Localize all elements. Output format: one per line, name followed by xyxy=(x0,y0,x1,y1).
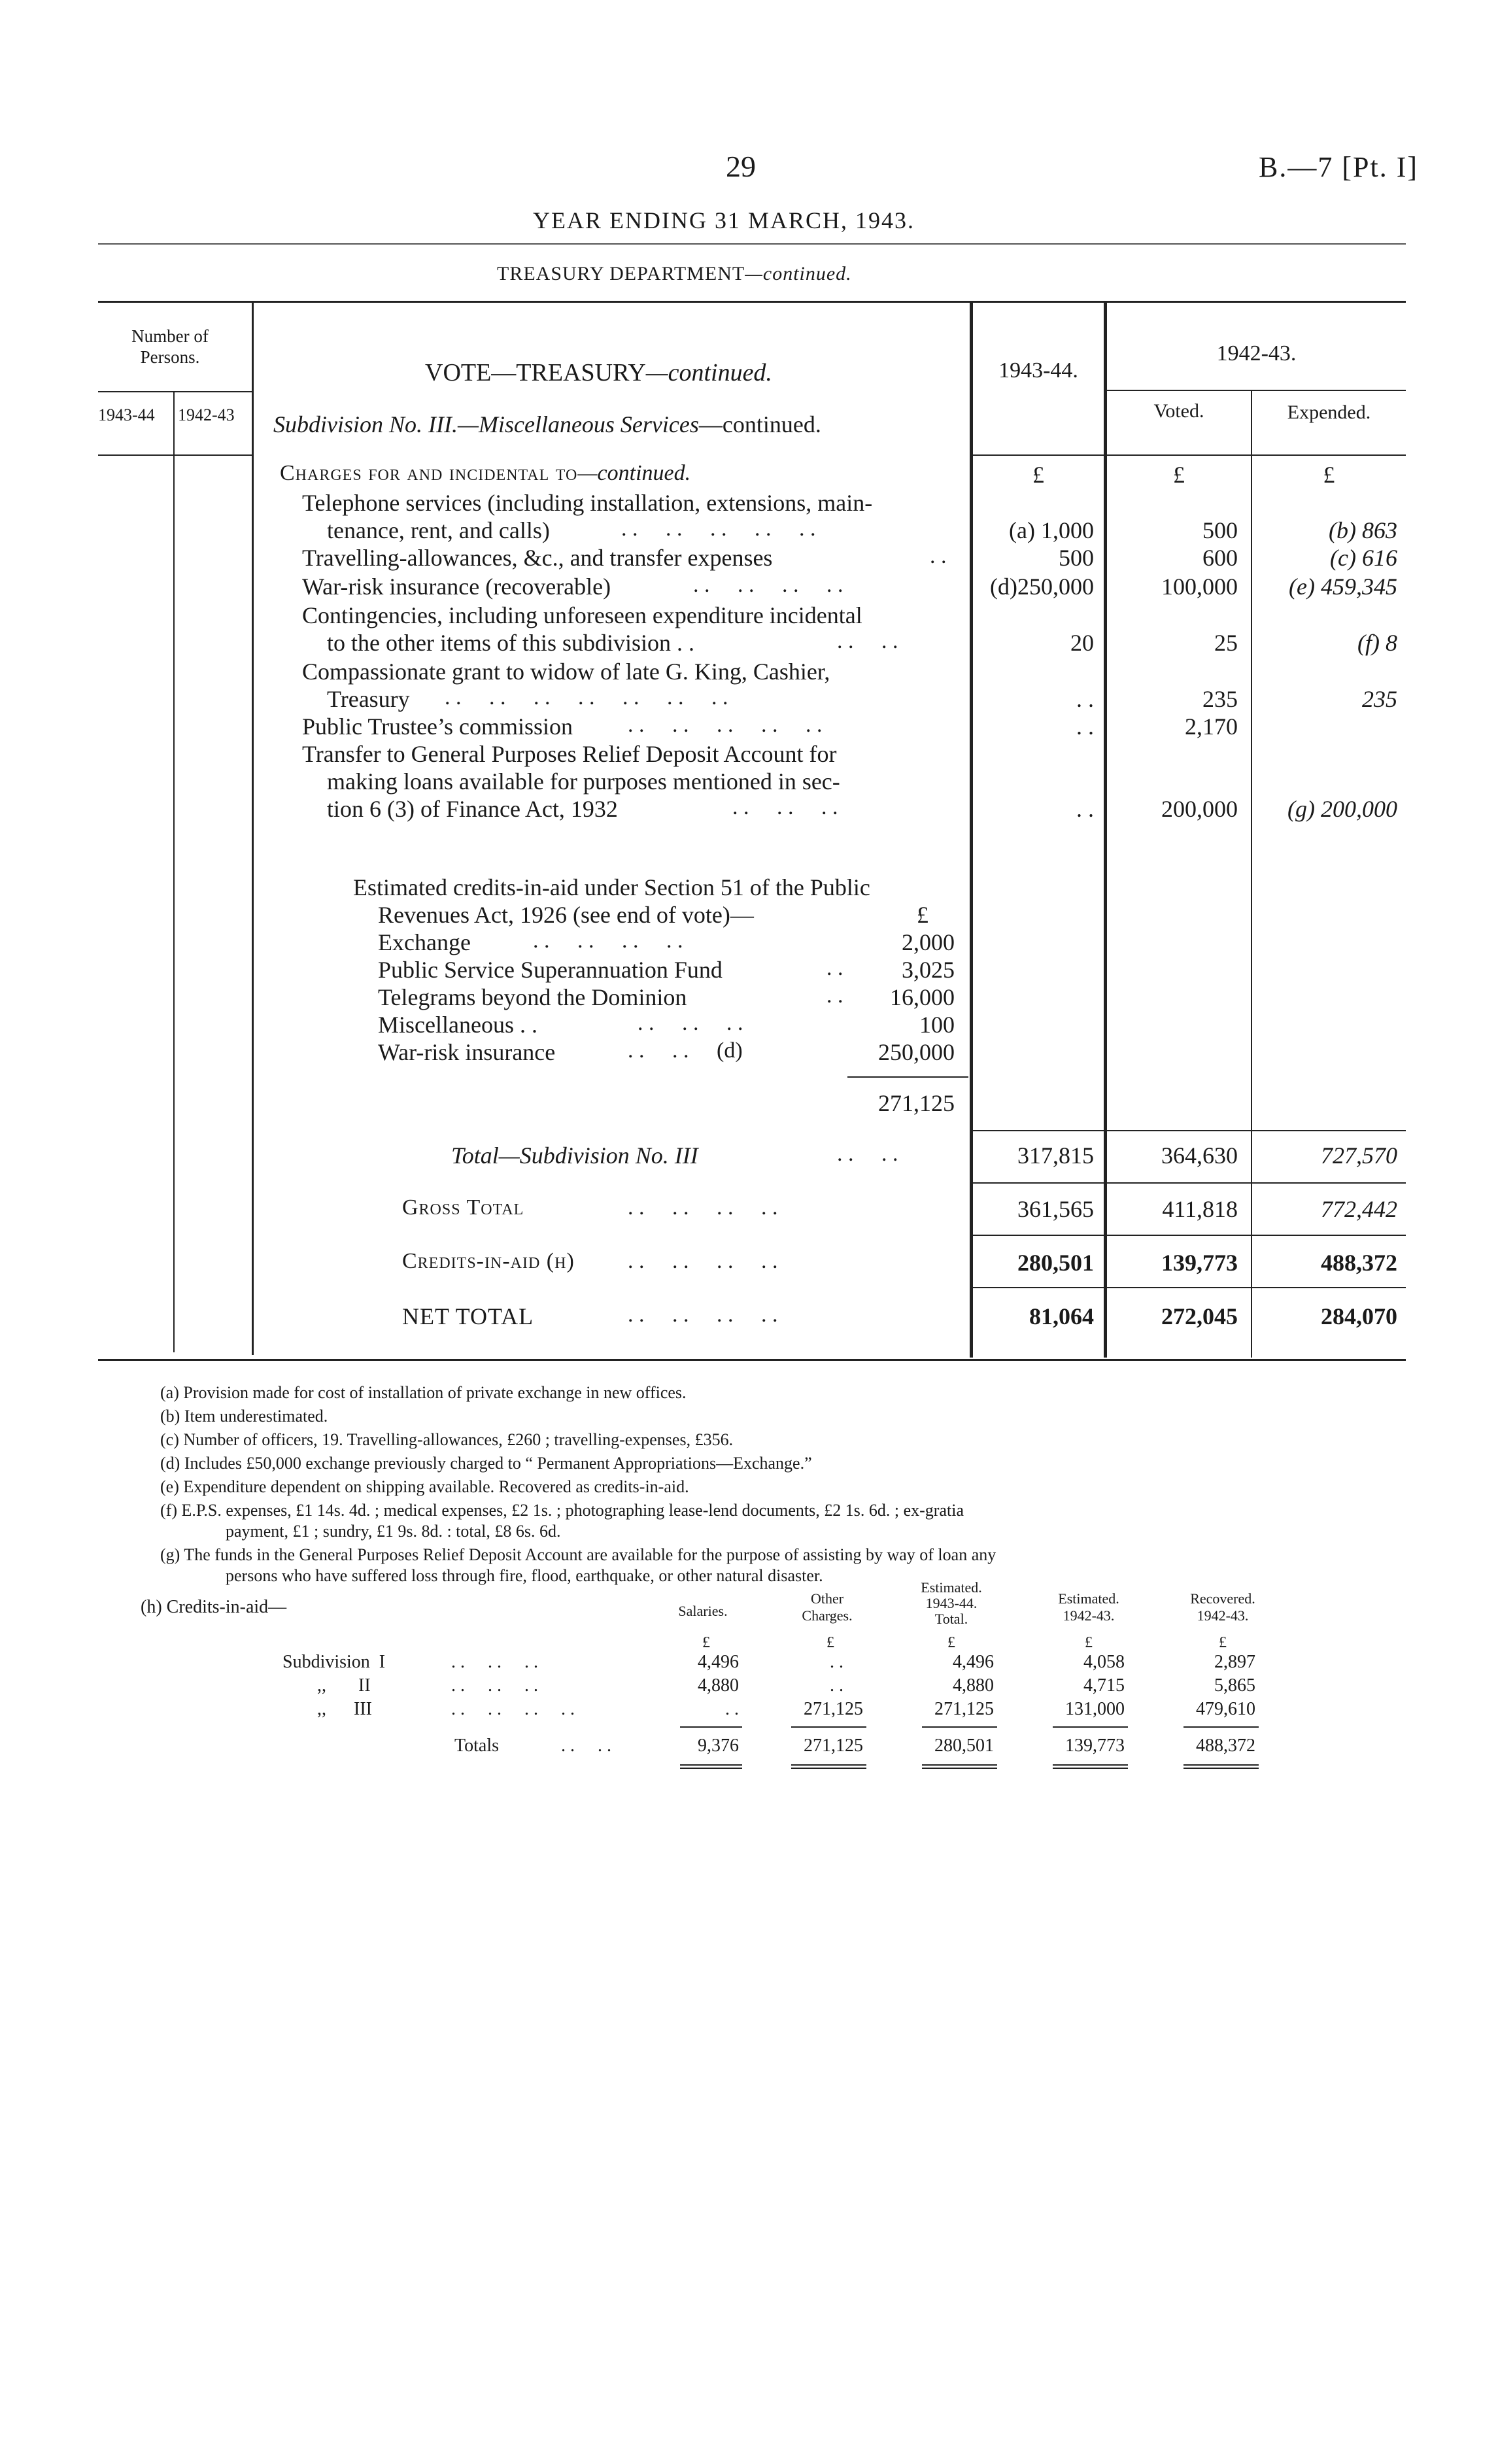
item-text: Travelling-allowances, &c., and transfer expenses xyxy=(302,545,773,571)
year-subhead-rule xyxy=(1105,390,1406,391)
credits-total: 271,125 xyxy=(878,1090,955,1116)
item-voted: 100,000 xyxy=(1161,573,1238,600)
department-continued: —continued. xyxy=(745,263,852,284)
row-label: ,, II xyxy=(317,1675,371,1696)
currency-expended: £ xyxy=(1323,462,1335,488)
double-rule xyxy=(680,1764,742,1766)
persons-bottom-rule xyxy=(98,454,252,456)
credit-line-label: Exchange xyxy=(378,929,471,955)
item-voted: 25 xyxy=(1214,630,1238,656)
col-header-voted: Voted. xyxy=(1153,400,1204,422)
header-estimated-1943-44: Total. xyxy=(934,1611,968,1627)
item-text: tenance, rent, and calls) xyxy=(327,517,550,543)
col-divider-persons-right xyxy=(252,302,254,1355)
total-estimate: 81,064 xyxy=(1029,1303,1094,1329)
row-label: Totals xyxy=(454,1736,500,1756)
item-voted: 2,170 xyxy=(1185,713,1238,740)
leader-dots: . . . . . . xyxy=(732,795,838,819)
double-rule xyxy=(791,1764,866,1766)
leader-dots: . . . . . . xyxy=(638,1011,743,1035)
sum-rule xyxy=(922,1726,997,1728)
credits-heading: Estimated credits-in-aid under Section 51 of the Public xyxy=(353,874,870,900)
item-text: War-risk insurance (recoverable) xyxy=(302,573,611,600)
cell-recovered: 479,610 xyxy=(1196,1699,1255,1719)
total-label: Gross Total xyxy=(402,1195,524,1220)
double-rule xyxy=(791,1768,866,1769)
footnote-f: (f) E.P.S. expenses, £1 14s. 4d. ; medical expenses, £2 1s. ; photographing lease-lend documents, £2 1s. 6d. ; ex-gratia xyxy=(160,1501,964,1520)
item-text: making loans available for purposes mentioned in sec- xyxy=(327,768,840,795)
total-expended: 284,070 xyxy=(1321,1303,1397,1329)
subdivision-title-text: Subdivision No. III.—Miscellaneous Services xyxy=(273,411,699,437)
subdivision-title-continued: —continued. xyxy=(698,411,821,437)
leader-dots: . . . . . . . . xyxy=(628,1303,778,1327)
total-label: Total—Subdivision No. III xyxy=(451,1142,698,1169)
leader-dots: . . . . xyxy=(837,629,898,653)
cell-salaries: 4,496 xyxy=(698,1652,739,1672)
charges-heading xyxy=(280,461,690,486)
credit-line-label: Public Service Superannuation Fund xyxy=(378,957,723,983)
footnote-f-cont: payment, £1 ; sundry, £1 9s. 8d. : total, £8 6s. 6d. xyxy=(226,1522,561,1541)
total-estimate: 280,501 xyxy=(1017,1250,1094,1276)
header-estimated-1942-43: 1942-43. xyxy=(1063,1607,1115,1624)
item-text: to the other items of this subdivision . . xyxy=(327,630,694,656)
department-title xyxy=(497,263,852,285)
currency-salaries: £ xyxy=(702,1634,710,1651)
cell-other: . . xyxy=(830,1652,843,1672)
item-expended: (e) 459,345 xyxy=(1289,573,1397,600)
credit-line-label: Telegrams beyond the Dominion xyxy=(378,984,687,1010)
footnote-e: (e) Expenditure dependent on shipping available. Recovered as credits-in-aid. xyxy=(160,1477,689,1496)
charges-heading-text: Charges for and incidental to xyxy=(280,461,578,485)
sum-rule xyxy=(1183,1726,1259,1728)
credit-line-label: Miscellaneous . . xyxy=(378,1012,537,1038)
item-text: tion 6 (3) of Finance Act, 1932 xyxy=(327,796,618,822)
leader-dots: . . . . . . . . xyxy=(693,573,843,597)
leader-dots: . . . . . . . . xyxy=(628,1195,778,1220)
item-text: Compassionate grant to widow of late G. King, Cashier, xyxy=(302,659,830,685)
row-label: Subdivision I xyxy=(282,1652,386,1672)
cell-estimated-4243: 4,058 xyxy=(1083,1652,1125,1672)
cell-estimated: 4,496 xyxy=(953,1652,994,1672)
double-rule xyxy=(1053,1764,1128,1766)
totals-rule xyxy=(970,1235,1406,1236)
persons-subhead-rule xyxy=(98,391,252,392)
charges-heading-continued: —continued. xyxy=(577,461,691,485)
leader-dots: . . . . . . . . . . . . . . xyxy=(445,685,728,710)
credit-line-value: 100 xyxy=(919,1012,955,1038)
department-name: TREASURY DEPARTMENT xyxy=(497,263,745,284)
cell-other: 271,125 xyxy=(804,1736,863,1756)
item-text: Telephone services (including installation, extensions, main- xyxy=(302,490,873,516)
footnote-c: (c) Number of officers, 19. Travelling-allowances, £260 ; travelling-expenses, £356. xyxy=(160,1430,734,1449)
cell-estimated-4243: 139,773 xyxy=(1065,1736,1125,1756)
footnote-a: (a) Provision made for cost of installation of private exchange in new offices. xyxy=(160,1383,687,1402)
cell-salaries: 4,880 xyxy=(698,1675,739,1696)
cell-estimated-4243: 4,715 xyxy=(1083,1675,1125,1696)
item-voted: 500 xyxy=(1202,517,1238,543)
cell-recovered: 488,372 xyxy=(1196,1736,1255,1756)
double-rule xyxy=(1183,1768,1259,1769)
col-divider-persons xyxy=(173,391,175,1352)
item-voted: 600 xyxy=(1202,545,1238,571)
item-estimate: 20 xyxy=(1070,630,1094,656)
header-salaries: Salaries. xyxy=(678,1603,728,1619)
double-rule xyxy=(1053,1768,1128,1769)
total-expended: 727,570 xyxy=(1321,1142,1397,1169)
year-title: YEAR ENDING 31 MARCH, 1943. xyxy=(533,207,915,233)
cell-recovered: 5,865 xyxy=(1214,1675,1255,1696)
total-expended: 772,442 xyxy=(1321,1196,1397,1222)
leader-dots: . . . . . . xyxy=(451,1675,538,1696)
item-estimate: . . xyxy=(1076,796,1094,822)
footnote-g: (g) The funds in the General Purposes Relief Deposit Account are available for the purpose of assisting by way of loan any xyxy=(160,1545,996,1564)
persons-year-1942-43: 1942-43 xyxy=(178,405,235,424)
credits-table-title: (h) Credits-in-aid— xyxy=(141,1597,287,1617)
leader-dots: . . . . . . . . xyxy=(451,1699,575,1719)
item-estimate: . . xyxy=(1076,713,1094,740)
footnote-g-cont: persons who have suffered loss through fire, flood, earthquake, or other natural disaster. xyxy=(226,1566,823,1585)
credit-line-label: War-risk insurance xyxy=(378,1039,556,1065)
cell-salaries: 9,376 xyxy=(698,1736,739,1756)
leader-dots: . . xyxy=(826,984,843,1008)
credits-heading: Revenues Act, 1926 (see end of vote)— xyxy=(378,902,754,928)
subdivision-title xyxy=(273,411,821,438)
currency-estimated-4243: £ xyxy=(1085,1634,1093,1651)
currency-voted: £ xyxy=(1173,462,1185,488)
col-header-1943-44: 1943-44. xyxy=(998,358,1078,383)
sum-rule xyxy=(791,1726,866,1728)
item-text: Contingencies, including unforeseen expenditure incidental xyxy=(302,602,862,628)
total-estimate: 361,565 xyxy=(1017,1196,1094,1222)
leader-dots: . . . . . . . . xyxy=(628,1249,778,1273)
item-estimate: 500 xyxy=(1059,545,1094,571)
cell-recovered: 2,897 xyxy=(1214,1652,1255,1672)
totals-box-top xyxy=(970,1130,1406,1131)
credit-line-value: 2,000 xyxy=(902,929,955,955)
totals-rule xyxy=(970,1182,1406,1184)
item-estimate: (a) 1,000 xyxy=(1009,517,1094,543)
footnote-d: (d) Includes £50,000 exchange previously charged to “ Permanent Appropriations—Exchange.” xyxy=(160,1454,812,1473)
sum-rule xyxy=(680,1726,742,1728)
item-voted: 200,000 xyxy=(1161,796,1238,822)
leader-dots: . . xyxy=(930,544,947,568)
double-rule xyxy=(680,1768,742,1769)
vote-title xyxy=(425,358,772,387)
header-estimated-1942-43: Estimated. xyxy=(1058,1590,1119,1607)
header-other-charges: Other xyxy=(810,1590,844,1607)
page-number: 29 xyxy=(726,150,756,183)
cell-salaries: . . xyxy=(725,1699,739,1719)
sum-rule xyxy=(1053,1726,1128,1728)
leader-dots: . . . . . . . . . . xyxy=(621,517,816,541)
item-expended: (g) 200,000 xyxy=(1287,796,1397,822)
total-label: NET TOTAL xyxy=(402,1303,534,1329)
cell-other: . . xyxy=(830,1675,843,1696)
credits-currency: £ xyxy=(917,902,928,928)
footnote-b: (b) Item underestimated. xyxy=(160,1407,328,1426)
total-estimate: 317,815 xyxy=(1017,1142,1094,1169)
double-rule xyxy=(922,1768,997,1769)
header-bottom-rule xyxy=(970,454,1406,456)
item-text: Public Trustee’s commission xyxy=(302,713,573,740)
header-recovered-1942-43: 1942-43. xyxy=(1197,1607,1249,1624)
total-voted: 272,045 xyxy=(1161,1303,1238,1329)
row-label: ,, III xyxy=(317,1699,372,1719)
cell-other: 271,125 xyxy=(804,1699,863,1719)
col-header-expended: Expended. xyxy=(1287,402,1371,423)
leader-dots: . . . . . . . . . . xyxy=(628,713,823,737)
total-voted: 364,630 xyxy=(1161,1142,1238,1169)
currency-estimated: £ xyxy=(947,1634,955,1651)
currency-other: £ xyxy=(826,1634,834,1651)
leader-dots: . . . . . . xyxy=(451,1652,538,1672)
double-rule xyxy=(1183,1764,1259,1766)
item-estimate: (d)250,000 xyxy=(990,573,1094,600)
item-expended: (b) 863 xyxy=(1329,517,1397,543)
totals-rule xyxy=(970,1287,1406,1288)
header-other-charges: Charges. xyxy=(802,1607,853,1624)
credit-line-value: 250,000 xyxy=(878,1039,955,1065)
currency-recovered: £ xyxy=(1219,1634,1227,1651)
cell-estimated-4243: 131,000 xyxy=(1065,1699,1125,1719)
number-of-persons-header: Number of Persons. xyxy=(131,326,209,367)
total-voted: 139,773 xyxy=(1161,1250,1238,1276)
leader-dots: . . . . . . . . xyxy=(533,929,683,953)
leader-dots: . . . . xyxy=(837,1142,898,1166)
leader-dots: . . xyxy=(826,956,843,980)
header-recovered-1942-43: Recovered. xyxy=(1190,1590,1255,1607)
currency-estimates: £ xyxy=(1032,462,1044,488)
persons-year-1943-44: 1943-44 xyxy=(98,405,155,424)
cell-estimated: 4,880 xyxy=(953,1675,994,1696)
table-bottom-rule xyxy=(98,1359,1406,1361)
document-reference: B.—7 [Pt. I] xyxy=(1259,151,1418,183)
total-label: Credits-in-aid (h) xyxy=(402,1249,575,1273)
vote-title-continued: —continued. xyxy=(645,359,772,386)
item-expended: (f) 8 xyxy=(1357,630,1397,656)
item-text: Treasury xyxy=(327,686,410,712)
total-expended: 488,372 xyxy=(1321,1250,1397,1276)
double-rule xyxy=(922,1764,997,1766)
credit-line-value: 3,025 xyxy=(902,957,955,983)
cell-estimated: 271,125 xyxy=(934,1699,994,1719)
item-voted: 235 xyxy=(1202,686,1238,712)
item-expended: (c) 616 xyxy=(1330,545,1397,571)
leader-dots: . . . . (d) xyxy=(628,1038,743,1063)
total-voted: 411,818 xyxy=(1162,1196,1238,1222)
item-expended: 235 xyxy=(1362,686,1397,712)
vote-title-text: VOTE—TREASURY xyxy=(425,359,646,386)
table-top-rule xyxy=(98,301,1406,303)
header-rule xyxy=(98,243,1406,245)
credits-sum-rule xyxy=(847,1076,968,1078)
item-text: Transfer to General Purposes Relief Deposit Account for xyxy=(302,741,837,767)
item-estimate: . . xyxy=(1076,686,1094,712)
cell-estimated: 280,501 xyxy=(934,1736,994,1756)
col-header-1942-43: 1942-43. xyxy=(1216,341,1297,366)
header-estimated-1943-44: Estimated. xyxy=(921,1579,982,1596)
credit-line-value: 16,000 xyxy=(890,984,955,1010)
header-estimated-1943-44: 1943-44. xyxy=(925,1595,978,1611)
leader-dots: . . . . xyxy=(561,1736,611,1756)
